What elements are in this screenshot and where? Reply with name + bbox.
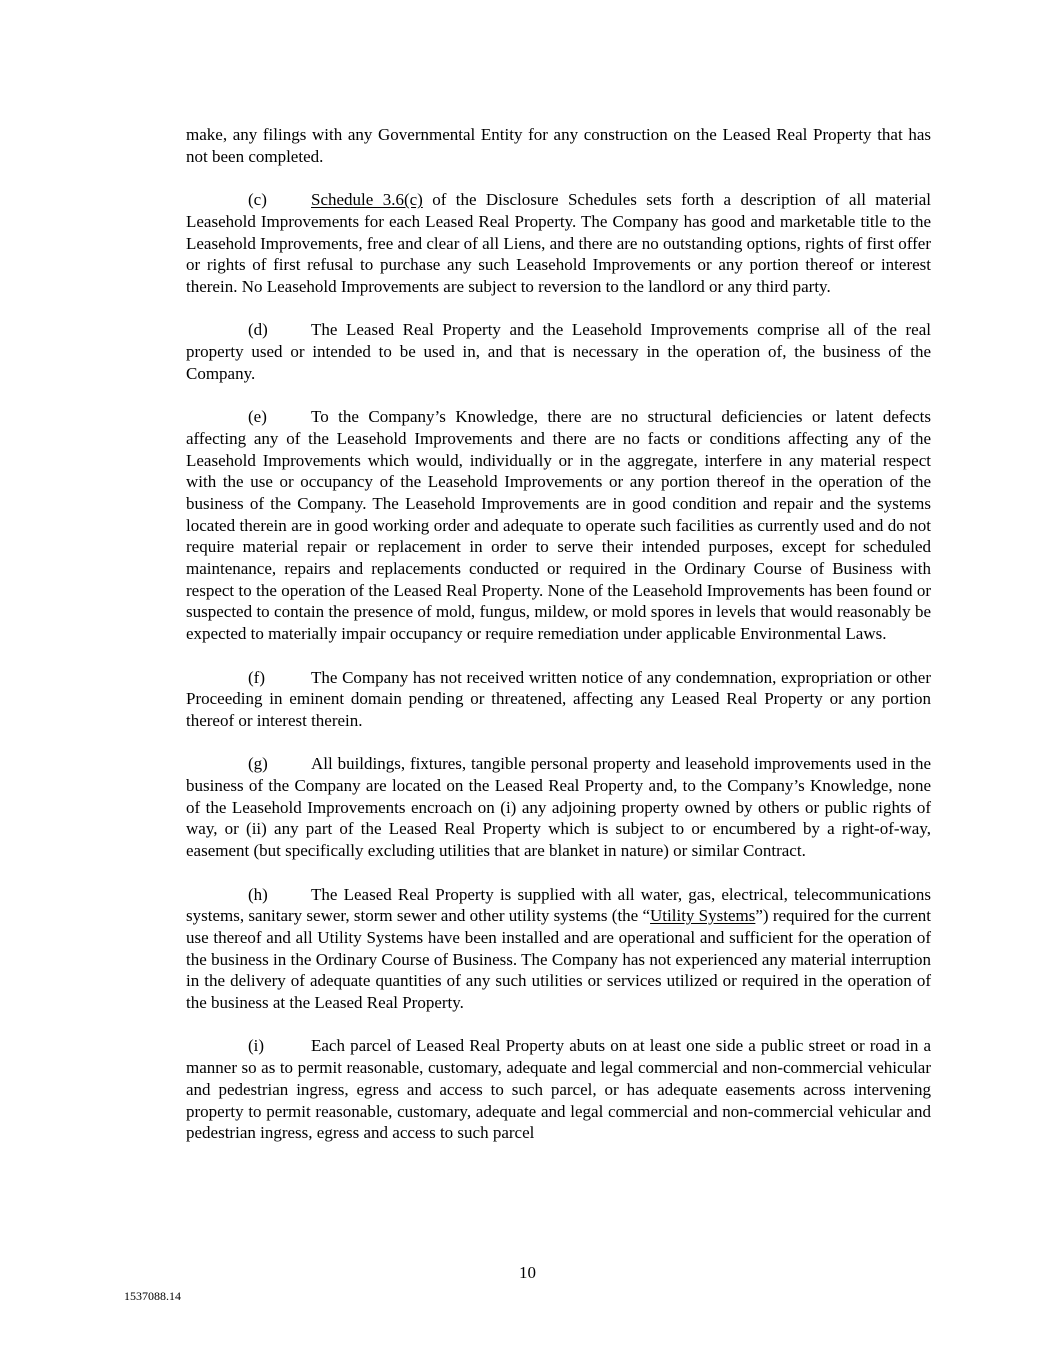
paragraph-d-text: The Leased Real Property and the Leasehold Improvements comprise all of the real property used or intended to be used in, and that is necessary in the operation of, the business of the Company. [186,320,931,383]
paragraph-c-label: (c) [248,190,267,210]
paragraph-h [186,884,931,1014]
paragraph-h-text-after: ”) required for the current use thereof and all Utility Systems have been installed and are operational and sufficient for the operation of the business in the Ordinary Course of Business. The Company has not experienced any material interruption in the delivery of adequate quantities of any such utilities or services utilized or required in the operation of the business at the Leased Real Property. [186,906,931,1013]
paragraph-g-text: All buildings, fixtures, tangible personal property and leasehold improvements used in the business of the Company are located on the Leased Real Property and, to the Company’s Knowledge, none of the Leasehold Improvements encroach on (i) any adjoining property owned by others or public rights of way, or (ii) any part of the Leased Real Property which is subject to or encumbered by a right-of-way, easement (but specifically excluding utilities that are blanket in nature) or similar Contract. [186,754,931,861]
paragraph-d [186,319,931,384]
document-id: 1537088.14 [124,1289,181,1303]
paragraph-e-text: To the Company’s Knowledge, there are no structural deficiencies or latent defects affecting any of the Leasehold Improvements and there are no facts or conditions affecting any of the Leasehold Improvements which would, individually or in the aggregate, interfere in any material respect with the use or occupancy of the Leasehold Improvements or any portion thereof in the operation of the business of the Company. The Leasehold Improvements are in good condition and repair and the systems located therein are in good working order and adequate to operate such facilities as currently used and do not require material repair or replacement in order to serve their intended purposes, except for scheduled maintenance, repairs and replacements conducted or required in the Ordinary Course of Business with respect to the operation of the Leased Real Property. None of the Leasehold Improvements has been found or suspected to contain the presence of mold, fungus, mildew, or mold spores in levels that would reasonably be expected to materially impair occupancy or require remediation under applicable Environmental Laws. [186,407,931,644]
paragraph-e [186,406,931,645]
paragraph-d-label: (d) [248,320,268,340]
paragraph-c-text: of the Disclosure Schedules sets forth a description of all material Leasehold Improvements for each Leased Real Property. The Company has good and marketable title to the Leasehold Improvements, free and clear of all Liens, and there are no outstanding options, rights of first offer or rights of first refusal to purchase any such Leasehold Improvements or any portion thereof or interest therein. No Leasehold Improvements are subject to reversion to the landlord or any third party. [186,190,931,296]
paragraph-e-label: (e) [248,407,267,427]
paragraph-continuation-text: make, any filings with any Governmental Entity for any construction on the Leased Real Property that has not been completed. [186,125,931,166]
schedule-reference: Schedule 3.6(c) [311,190,423,210]
paragraph-g [186,753,931,862]
paragraph-i [186,1035,931,1144]
defined-term-utility-systems: Utility Systems [650,906,756,926]
paragraph-f-text: The Company has not received written notice of any condemnation, expropriation or other Proceeding in eminent domain pending or threatened, affecting any Leased Real Property or any portion thereof or interest therein. [186,667,931,730]
document-body [186,124,931,1166]
paragraph-f [186,667,931,732]
paragraph-h-label: (h) [248,884,268,904]
paragraph-h-text-before: The Leased Real Property is supplied with all water, gas, electrical, telecommunications systems, sanitary sewer, storm sewer and other utility systems (the “ [186,884,931,926]
paragraph-f-label: (f) [248,667,265,687]
paragraph-continuation [186,124,931,167]
paragraph-i-text: Each parcel of Leased Real Property abuts on at least one side a public street or road in a manner so as to permit reasonable, customary, adequate and legal commercial and non-commercial vehicular and pedestrian ingress, egress and access to such parcel, or has adequate easements across intervening property to permit reasonable, customary, adequate and legal commercial and non-commercial vehicular and pedestrian ingress, egress and access to such parcel [186,1036,931,1143]
paragraph-c [186,189,931,298]
paragraph-g-label: (g) [248,754,268,774]
page-number: 10 [519,1263,536,1282]
paragraph-i-label: (i) [248,1036,265,1056]
